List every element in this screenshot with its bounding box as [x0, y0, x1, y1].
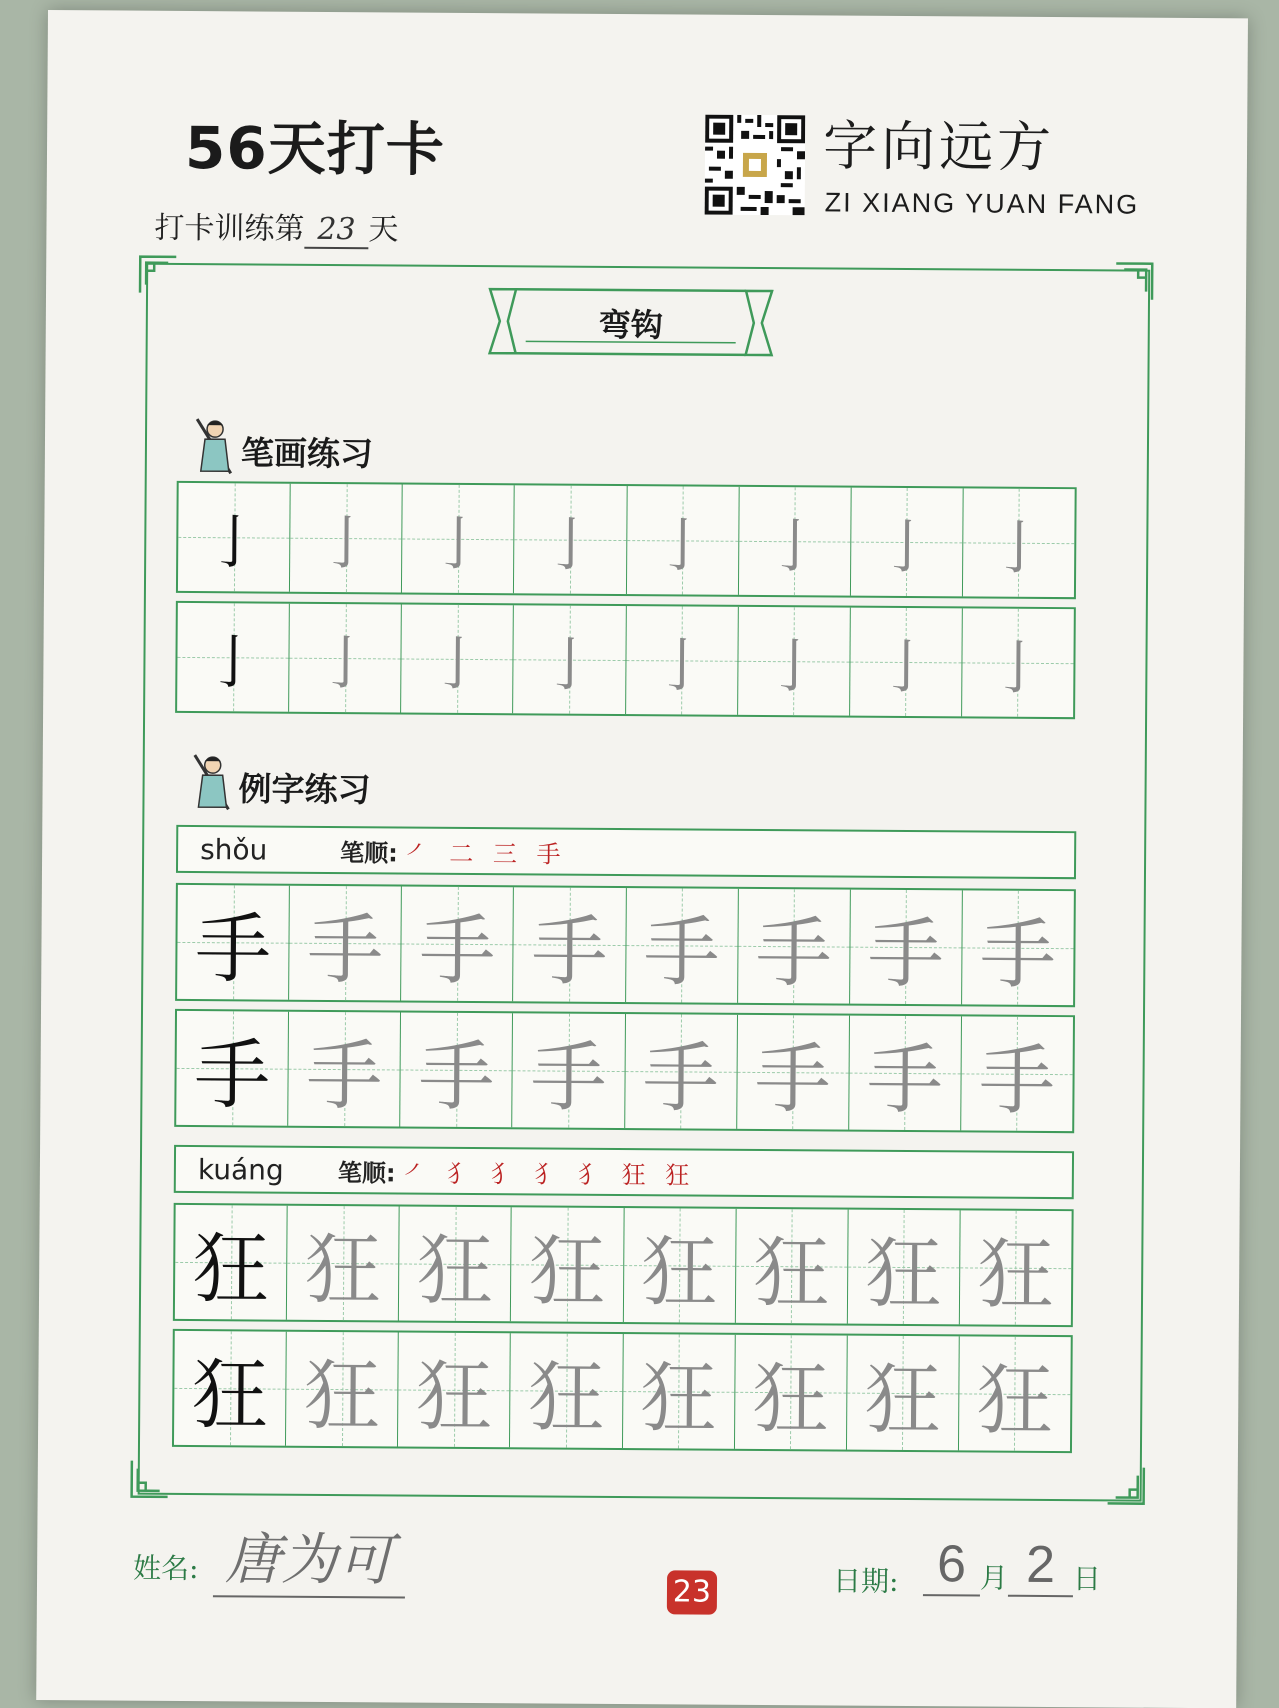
practice-cell	[622, 1334, 735, 1449]
traced-character: 狂	[527, 1351, 605, 1442]
traced-character: 狂	[977, 1229, 1054, 1319]
practice-cell	[626, 888, 739, 1003]
model-character: 狂	[192, 1223, 270, 1314]
practice-cell	[174, 1331, 287, 1446]
page-number-badge: 23	[667, 1570, 717, 1614]
traced-character: 手	[418, 1031, 495, 1121]
practice-cell	[513, 887, 626, 1002]
practice-cell	[402, 484, 515, 593]
practice-cell	[177, 885, 290, 1000]
traced-character: 亅	[316, 508, 376, 578]
page-title: 56天打卡	[184, 113, 445, 184]
stroke-order-sequence: ㇒ 犭 犭 犭 犭 狂 狂	[403, 1159, 696, 1190]
practice-cell	[847, 1336, 960, 1451]
traced-character: 亅	[765, 512, 824, 581]
traced-character: 手	[754, 1033, 832, 1123]
practice-row	[175, 883, 1076, 1007]
traced-character: 亅	[764, 632, 823, 701]
brand-pinyin: ZI XIANG YUAN FANG	[824, 187, 1140, 220]
checkin-prefix: 打卡训练第	[154, 210, 305, 247]
traced-character: 手	[305, 1030, 383, 1120]
practice-cell	[848, 1210, 961, 1325]
model-character: 手	[194, 903, 272, 994]
pinyin: shǒu	[200, 832, 268, 867]
day-label: 日	[1072, 1562, 1102, 1596]
date-day-handwritten: 2	[1008, 1535, 1073, 1597]
practice-cell	[738, 889, 851, 1004]
practice-cell	[959, 1336, 1071, 1451]
traced-character: 亅	[877, 512, 936, 582]
practice-cell	[623, 1208, 736, 1323]
traced-character: 亅	[428, 509, 488, 579]
brand-logo-text: 字向远方	[822, 114, 1056, 180]
traced-character: 亅	[989, 513, 1048, 582]
practice-row	[172, 1329, 1073, 1453]
practice-row	[176, 481, 1077, 599]
traced-character: 狂	[752, 1353, 829, 1443]
traced-character: 亅	[652, 631, 711, 700]
practice-cell	[851, 488, 964, 597]
word-info-bar	[176, 825, 1076, 879]
traced-character: 手	[978, 1035, 1056, 1125]
traced-character: 手	[306, 904, 384, 994]
corner-ornament-icon	[130, 1459, 170, 1499]
practice-cell	[286, 1332, 399, 1447]
stroke-section-title: 笔画练习	[240, 433, 374, 474]
stroke-order-label: 笔顺:	[340, 838, 398, 867]
practice-cell	[400, 1012, 513, 1127]
practice-cell	[739, 487, 852, 596]
pinyin: kuáng	[197, 1152, 284, 1187]
practice-cell	[850, 890, 963, 1005]
stroke-order-sequence: ㇒ 二 三 手	[405, 839, 567, 869]
traced-character: 亅	[988, 633, 1048, 702]
practice-cell	[289, 886, 402, 1001]
practice-row	[175, 601, 1076, 719]
traced-character: 狂	[416, 1225, 494, 1315]
practice-cell	[962, 608, 1074, 717]
traced-character: 狂	[640, 1226, 718, 1317]
practice-cell	[735, 1335, 848, 1450]
checkin-line	[154, 203, 398, 250]
practice-cell	[177, 603, 290, 712]
traced-character: 手	[418, 905, 496, 995]
traced-character: 亅	[876, 632, 935, 702]
traced-character: 狂	[864, 1354, 941, 1444]
practice-cell	[960, 1210, 1072, 1325]
traced-character: 亅	[653, 511, 712, 580]
traced-character: 手	[866, 1034, 944, 1124]
practice-cell	[401, 886, 514, 1001]
practice-cell	[399, 1206, 512, 1321]
traced-character: 狂	[976, 1355, 1054, 1445]
traced-character: 狂	[528, 1225, 606, 1316]
traced-character: 手	[643, 906, 720, 997]
practice-cell	[961, 1016, 1073, 1131]
practice-cell	[626, 606, 739, 715]
practice-cell	[963, 488, 1075, 597]
practice-cell	[290, 484, 403, 593]
practice-cell	[962, 890, 1074, 1005]
model-character: 狂	[191, 1349, 269, 1440]
date-month-handwritten: 6	[923, 1534, 980, 1596]
traced-character: 狂	[415, 1351, 493, 1441]
practice-cell	[850, 608, 963, 717]
traced-character: 手	[755, 907, 832, 997]
traced-character: 狂	[303, 1350, 381, 1440]
traced-character: 亅	[428, 629, 487, 699]
traced-character: 手	[642, 1032, 719, 1123]
qr-code-icon	[705, 115, 806, 216]
practice-cell	[738, 607, 851, 716]
lesson-title: 弯钩	[598, 305, 663, 345]
practice-cell	[288, 1012, 401, 1127]
traced-character: 狂	[865, 1228, 942, 1318]
practice-cell	[398, 1332, 511, 1447]
practice-cell	[511, 1207, 624, 1322]
traced-character: 亅	[315, 628, 375, 698]
corner-ornament-icon	[138, 255, 178, 295]
practice-cell	[289, 604, 402, 713]
model-character: 亅	[204, 508, 264, 577]
model-character: 亅	[203, 628, 263, 697]
traced-character: 手	[979, 909, 1057, 999]
traced-character: 狂	[640, 1352, 717, 1443]
practice-cell	[513, 605, 626, 714]
practice-cell	[401, 604, 514, 713]
practice-row	[173, 1203, 1074, 1327]
student-name-handwritten: 唐为可	[213, 1515, 406, 1598]
practice-cell	[175, 1205, 288, 1320]
practice-cell	[849, 1016, 962, 1131]
checkin-suffix: 天	[368, 212, 399, 248]
traced-character: 亅	[540, 630, 599, 699]
corner-ornament-icon	[1114, 261, 1154, 301]
name-label: 姓名:	[133, 1551, 199, 1586]
practice-cell	[514, 485, 627, 594]
practice-cell	[287, 1206, 400, 1321]
example-practice-area	[172, 825, 1076, 1453]
practice-cell	[513, 1013, 626, 1128]
checkin-day-handwritten: 23	[304, 212, 368, 249]
practice-cell	[626, 486, 739, 595]
practice-cell	[737, 1015, 850, 1130]
scholar-figure-icon	[193, 415, 235, 477]
practice-cell	[176, 1011, 289, 1126]
stroke-order-label: 笔顺:	[337, 1158, 396, 1187]
word-info-bar	[174, 1145, 1074, 1199]
example-section-title: 例字练习	[238, 769, 371, 810]
practice-cell	[625, 1014, 738, 1129]
practice-cell	[510, 1333, 623, 1448]
date-field	[923, 1534, 1101, 1597]
traced-character: 手	[530, 1031, 607, 1122]
worksheet-page	[36, 10, 1248, 1708]
model-character: 手	[193, 1029, 271, 1120]
scholar-figure-icon	[190, 751, 232, 813]
stroke-practice-area	[175, 481, 1077, 719]
traced-character: 亅	[540, 510, 600, 579]
practice-row	[174, 1009, 1075, 1133]
practice-cell	[735, 1209, 848, 1324]
corner-ornament-icon	[1106, 1465, 1146, 1505]
month-label: 月	[979, 1561, 1009, 1595]
traced-character: 狂	[304, 1224, 382, 1314]
date-label: 日期:	[832, 1564, 899, 1598]
traced-character: 手	[531, 905, 608, 996]
traced-character: 手	[867, 908, 945, 998]
traced-character: 狂	[753, 1227, 830, 1317]
practice-cell	[178, 483, 291, 592]
